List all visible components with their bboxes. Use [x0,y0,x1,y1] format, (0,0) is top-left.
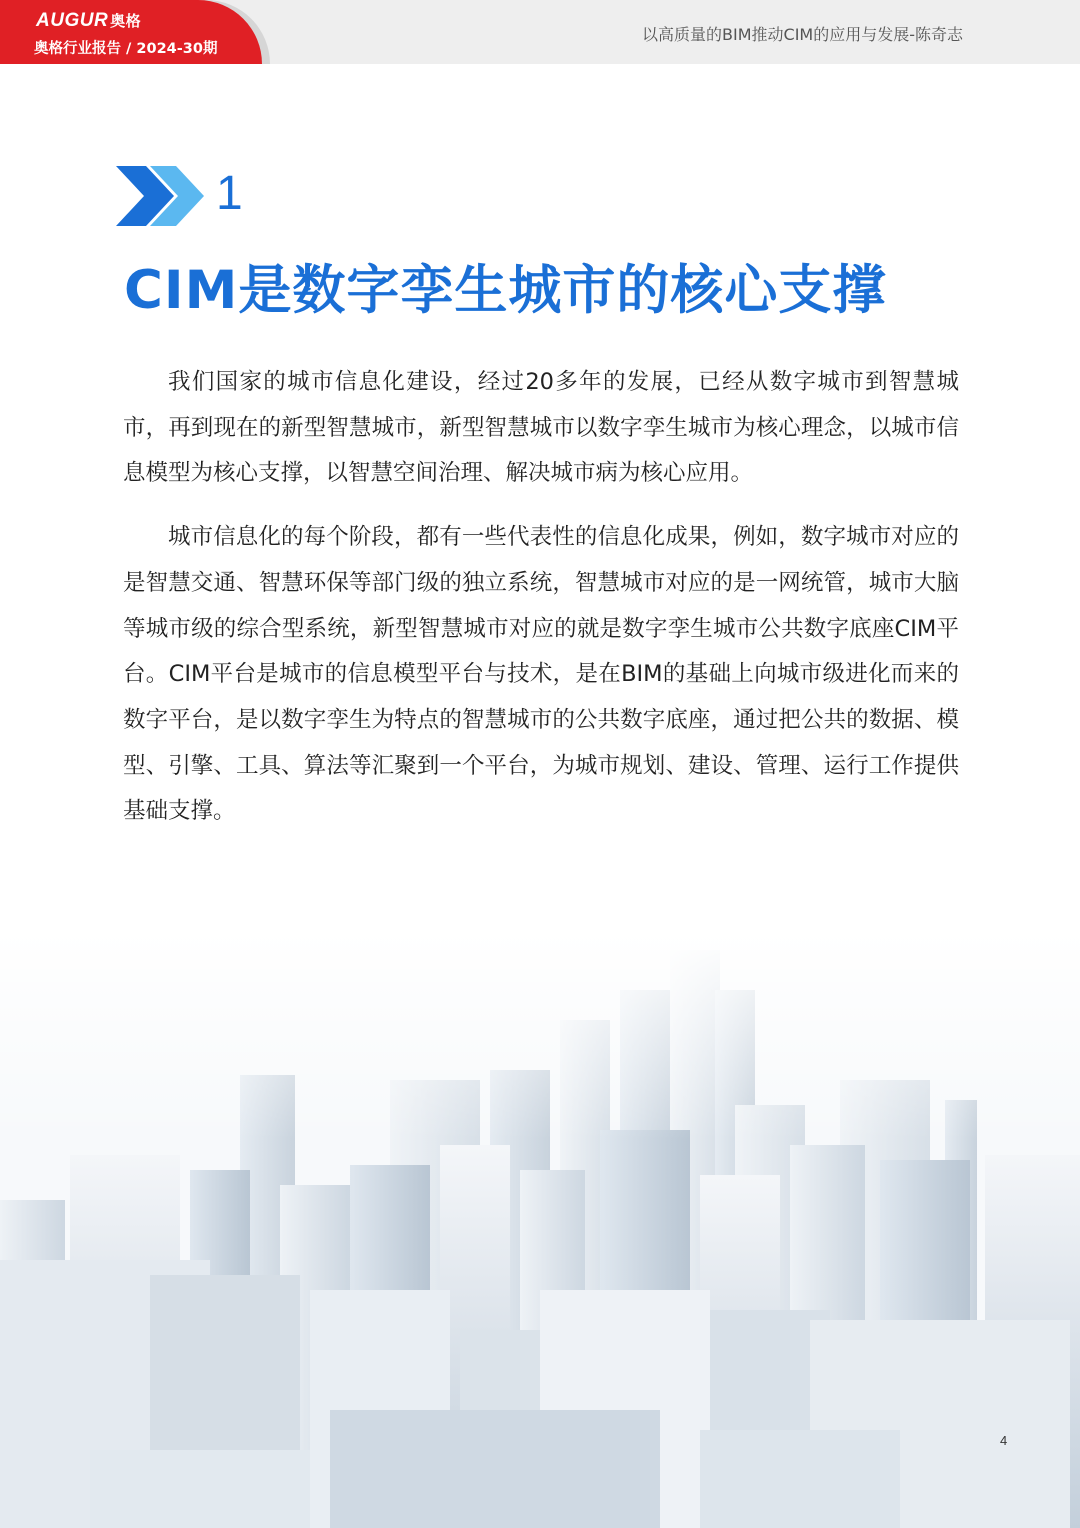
double-chevron-right-icon [116,166,204,226]
brand-tab [0,0,262,64]
body-text [123,360,959,853]
report-title: 以高质量的BIM推动CIM的应用与发展-陈奇志 [642,25,963,44]
paragraph: 我们国家的城市信息化建设，经过20多年的发展，已经从数字城市到智慧城市，再到现在的新型智慧城市，新型智慧城市以数字孪生城市为核心理念，以城市信息模型为核心支撑，以智慧空间治理、解决城市病为核心应用。 [123,369,959,487]
brand-logo [36,10,141,32]
cityscape-image [0,930,1080,1528]
brand-logo-cn: 奥格 [110,13,142,30]
page-header [0,0,1080,64]
brand-logo-text: AUGUR [36,10,109,31]
section-number: 1 [216,167,243,220]
paragraph: 城市信息化的每个阶段，都有一些代表性的信息化成果，例如，数字城市对应的是智慧交通、智慧环保等部门级的独立系统，智慧城市对应的是一网统管，城市大脑等城市级的综合型系统，新型智慧城市对应的就是数字孪生城市公共数字底座CIM平台。CIM平台是城市的信息模型平台与技术，是在BIM的基础上向城市级进化而来的数字平台，是以数字孪生为特点的智慧城市的公共数字底座，通过把公共的数据、模型、引擎、工具、算法等汇聚到一个平台，为城市规划、建设、管理、运行工作提供基础支撑。 [123,524,959,825]
brand-issue: 奥格行业报告 / 2024-30期 [34,41,218,57]
section-title: CIM是数字孪生城市的核心支撑 [124,260,887,321]
page-number: 4 [1000,1433,1008,1448]
